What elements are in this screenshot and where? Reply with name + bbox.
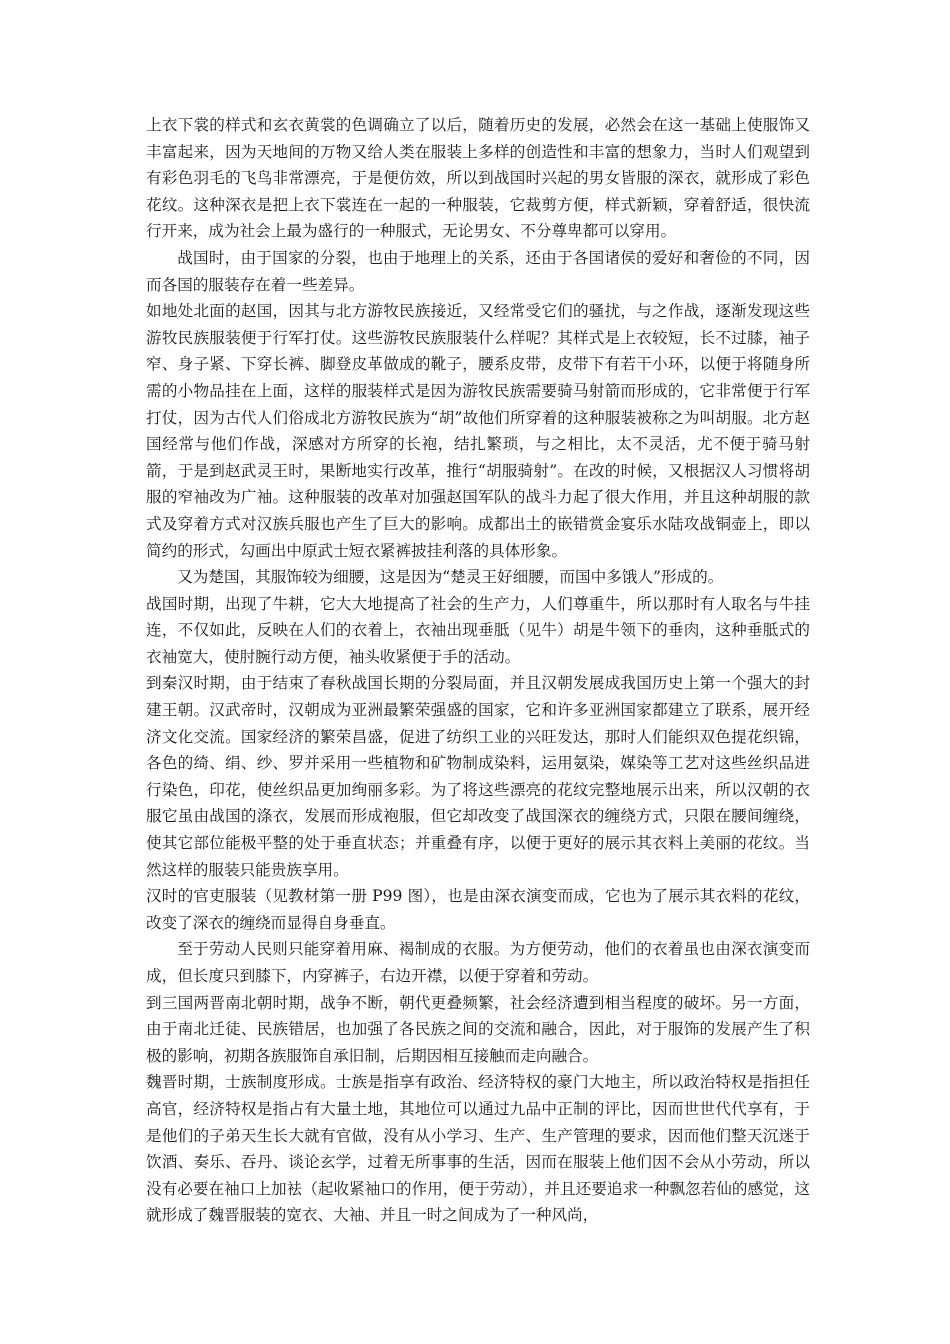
paragraph-3: 如地处北面的赵国，因其与北方游牧民族接近，又经常受它们的骚扰，与之作战，逐渐发现这些游牧民族服装便于行军打仗。这些游牧民族服装什么样呢？其样式是上衣较短，长不过膝，袖子窄、身子紧、下穿长裤、脚登皮革做成的靴子，腰系皮带，皮带下有若干小环，以便于将随身所需的小物品挂在上面，这样的服装样式是因为游牧民族需要骑马射箭而形成的，它非常便于行军打仗，因为古代人们俗成北方游牧民族为“胡”故他们所穿着的这种服装被称之为叫胡服。北方赵国经常与他们作战，深感对方所穿的长袍，结扎繁琐，与之相比，太不灵活，尤不便于骑马射箭，于是到赵武灵王时，果断地实行改革，推行“胡服骑射”。在改的时候，又根据汉人习惯将胡服的窄袖改为广袖。这种服装的改革对加强赵国军队的战斗力起了很大作用，并且这种胡服的款式及穿着方式对汉族兵服也产生了巨大的影响。成都出土的嵌错赏金宴乐水陆攻战铜壶上，即以简约的形式，勾画出中原武士短衣紧裤披挂利落的具体形象。 [146,302,810,560]
paragraph-4: 又为楚国，其服饰较为细腰，这是因为“楚灵王好细腰，而国中多饿人”形成的。 [177,568,724,587]
document-body [146,112,810,1229]
paragraph-7: 汉时的官吏服装（见教材第一册 P99 图），也是由深衣演变而成，它也为了展示其衣料的花纹，改变了深衣的缠绕而显得自身垂直。 [146,887,810,932]
paragraph-6: 到秦汉时期，由于结束了春秋战国长期的分裂局面，并且汉朝发展成我国历史上第一个强大的封建王朝。汉武帝时，汉朝成为亚洲最繁荣强盛的国家，它和许多亚洲国家都建立了联系，展开经济文化交流。国家经济的繁荣昌盛，促进了纺织工业的兴旺发达，那时人们能织双色提花织锦，各色的绮、绢、纱、罗并采用一些植物和矿物制成染料，运用氨染，媒染等工艺对这些丝织品进行染色，印花，使丝织品更加绚丽多彩。为了将这些漂亮的花纹完整地展示出来，所以汉朝的衣服它虽由战国的涤衣，发展而形成袍服，但它却改变了战国深衣的缠绕方式，只限在腰间缠绕，使其它部位能极平整的处于垂直状态；并重叠有序，以便于更好的展示其衣料上美丽的花纹。当然这样的服装只能贵族享用。 [146,674,810,879]
paragraph-2: 战国时，由于国家的分裂，也由于地理上的关系，还由于各国诸侯的爱好和奢俭的不同，因而各国的服装存在着一些差异。 [146,248,810,294]
paragraph-9: 到三国两晋南北朝时期，战争不断，朝代更叠频繁，社会经济遭到相当程度的破坏。另一方面，由于南北迁徒、民族错居，也加强了各民族之间的交流和融合，因此，对于服饰的发展产生了积极的影响，初期各族服饰自承旧制，后期因相互接触而走向融合。 [146,993,810,1065]
paragraph-5: 战国时期，出现了牛耕，它大大地提高了社会的生产力，人们尊重牛，所以那时有人取名与牛挂连，不仅如此，反映在人们的衣着上，衣袖出现垂胝（见牛）胡是牛领下的垂肉，这种垂胝式的衣袖宽大，使肘腕行动方便，袖头收紧便于手的活动。 [146,594,810,666]
paragraph-10: 魏晋时期，士族制度形成。士族是指享有政治、经济特权的豪门大地主，所以政治特权是指担任高官，经济特权是指占有大量土地，其地位可以通过九品中正制的评比，因而世世代代享有，于是他们的子弟天生长大就有官做，没有从小学习、生产、生产管理的要求，因而他们整天沉迷于饮酒、奏乐、吞丹、谈论玄学，过着无所事事的生活，因而在服装上他们因不会从小劳动，所以没有必要在袖口上加袪（起收紧袖口的作用，便于劳动），并且还要追求一种飘忽若仙的感觉，这就形成了魏晋服装的宽衣、大袖、并且一时之间成为了一种风尚， [146,1073,810,1225]
paragraph-1: 上衣下裳的样式和玄衣黄裳的色调确立了以后，随着历史的发展，必然会在这一基础上使服饰又丰富起来，因为天地间的万物又给人类在服装上多样的创造性和丰富的想象力，当时人们观望到有彩色羽毛的飞鸟非常漂亮，于是便仿效，所以到战国时兴起的男女皆服的深衣，就形成了彩色花纹。这种深衣是把上衣下裳连在一起的一种服装，它裁剪方便，样式新颖，穿着舒适，很快流行开来，成为社会上最为盛行的一种服式，无论男女、不分尊卑都可以穿用。 [146,116,810,241]
paragraph-8: 至于劳动人民则只能穿着用麻、褐制成的衣服。为方便劳动，他们的衣着虽也由深衣演变而成，但长度只到膝下，内穿裤子，右边开襟，以便于穿着和劳动。 [146,940,810,985]
